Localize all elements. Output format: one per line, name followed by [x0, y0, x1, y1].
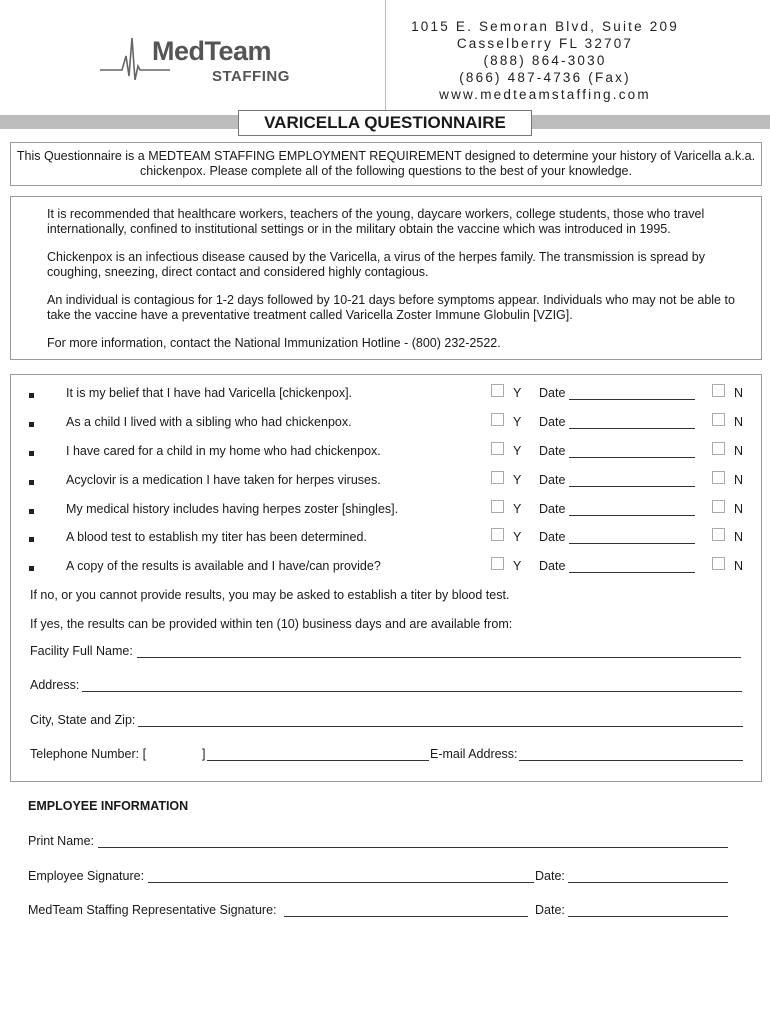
question-text: I have cared for a child in my home who had chickenpox.	[66, 444, 381, 458]
rep-date-field[interactable]	[568, 903, 728, 917]
employee-info-heading: EMPLOYEE INFORMATION	[28, 799, 189, 813]
area-code-field[interactable]	[151, 747, 201, 760]
info-paragraph: An individual is contagious for 1-2 days followed by 10-21 days before symptoms appear. Individuals who may not be able to take the vaccine have a preventative treatment called Varicella Zoster Immune Globulin [VZIG].	[47, 293, 735, 322]
no-checkbox[interactable]	[712, 413, 725, 426]
facility-name-field[interactable]	[137, 644, 741, 658]
date-label: Date	[539, 502, 566, 516]
address-label: Address:	[30, 678, 80, 692]
yes-checkbox[interactable]	[491, 471, 504, 484]
intro-text: This Questionnaire is a MEDTEAM STAFFING EMPLOYMENT REQUIREMENT designed to determine your history of Varicella a.k.a. chickenpox. Please complete all of the following questions to the best of your knowledge.	[16, 149, 756, 178]
no-label: N	[734, 444, 744, 458]
bullet-icon	[29, 537, 34, 542]
question-row	[11, 530, 761, 546]
question-text: A copy of the results is available and I have/can provide?	[66, 559, 381, 573]
print-name-label: Print Name:	[28, 834, 94, 848]
question-row	[11, 415, 761, 431]
medteam-logo	[100, 32, 300, 92]
logo-sub-text: STAFFING	[212, 68, 290, 85]
city-state-zip-label: City, State and Zip:	[30, 713, 136, 727]
yes-checkbox[interactable]	[491, 557, 504, 570]
no-label: N	[734, 530, 744, 544]
no-checkbox[interactable]	[712, 557, 725, 570]
yes-label: Y	[513, 473, 522, 487]
date-field[interactable]	[569, 502, 695, 516]
yes-checkbox[interactable]	[491, 500, 504, 513]
page-title: VARICELLA QUESTIONNAIRE	[238, 110, 532, 136]
yes-checkbox[interactable]	[491, 384, 504, 397]
date-field[interactable]	[569, 530, 695, 544]
employee-date-field[interactable]	[568, 869, 728, 883]
yes-label: Y	[513, 415, 522, 429]
yes-checkbox[interactable]	[491, 442, 504, 455]
date-field[interactable]	[569, 473, 695, 487]
no-label: N	[734, 386, 744, 400]
date-field[interactable]	[569, 444, 695, 458]
date-label: Date	[539, 530, 566, 544]
date-label: Date	[539, 559, 566, 573]
if-no-note: If no, or you cannot provide results, you may be asked to establish a titer by blood test.	[30, 588, 510, 602]
no-checkbox[interactable]	[712, 442, 725, 455]
if-yes-note: If yes, the results can be provided within ten (10) business days and are available from:	[30, 617, 513, 631]
print-name-field[interactable]	[98, 834, 728, 848]
info-paragraph: For more information, contact the National Immunization Hotline - (800) 232-2522.	[47, 336, 501, 350]
question-text: Acyclovir is a medication I have taken for herpes viruses.	[66, 473, 381, 487]
address-line: 1015 E. Semoran Blvd, Suite 209	[411, 19, 679, 34]
info-paragraph: It is recommended that healthcare workers, teachers of the young, daycare workers, college students, those who travel internationally, confined to institutional settings or in the military obtain the vaccine which was introduced in 1995.	[47, 207, 705, 236]
question-row	[11, 444, 761, 460]
employee-signature-label: Employee Signature:	[28, 869, 145, 883]
bullet-icon	[29, 422, 34, 427]
address-website: www.medteamstaffing.com	[439, 87, 651, 102]
question-text: A blood test to establish my titer has been determined.	[66, 530, 367, 544]
yes-label: Y	[513, 559, 522, 573]
no-checkbox[interactable]	[712, 471, 725, 484]
date-field[interactable]	[569, 386, 695, 400]
employee-date-label: Date:	[535, 869, 565, 883]
email-field[interactable]	[519, 747, 743, 761]
email-label: E-mail Address:	[430, 747, 518, 761]
question-row	[11, 473, 761, 489]
bullet-icon	[29, 451, 34, 456]
date-label: Date	[539, 386, 566, 400]
address-fax: (866) 487-4736 (Fax)	[459, 70, 631, 85]
date-label: Date	[539, 415, 566, 429]
question-text: My medical history includes having herpes zoster [shingles].	[66, 502, 399, 516]
question-text: It is my belief that I have had Varicella [chickenpox].	[66, 386, 353, 400]
city-state-zip-field[interactable]	[138, 713, 743, 727]
yes-label: Y	[513, 530, 522, 544]
yes-label: Y	[513, 444, 522, 458]
date-label: Date	[539, 473, 566, 487]
no-checkbox[interactable]	[712, 500, 725, 513]
date-label: Date	[539, 444, 566, 458]
rep-date-label: Date:	[535, 903, 565, 917]
address-line: Casselberry FL 32707	[456, 36, 634, 51]
company-address	[400, 18, 690, 103]
telephone-bracket: ]	[202, 747, 206, 761]
address-phone: (888) 864-3030	[483, 53, 607, 68]
telephone-label: Telephone Number: [	[30, 747, 147, 761]
no-label: N	[734, 473, 744, 487]
yes-checkbox[interactable]	[491, 528, 504, 541]
yes-checkbox[interactable]	[491, 413, 504, 426]
no-label: N	[734, 415, 744, 429]
date-field[interactable]	[569, 559, 695, 573]
telephone-field[interactable]	[207, 747, 429, 761]
info-box	[10, 196, 762, 360]
yes-label: Y	[513, 386, 522, 400]
bullet-icon	[29, 393, 34, 398]
header-divider	[385, 0, 386, 112]
date-field[interactable]	[569, 415, 695, 429]
question-text: As a child I lived with a sibling who had chickenpox.	[66, 415, 352, 429]
yes-label: Y	[513, 502, 522, 516]
facility-name-label: Facility Full Name:	[30, 644, 133, 658]
info-paragraph: Chickenpox is an infectious disease caused by the Varicella, a virus of the herpes family. The transmission is spread by coughing, sneezing, direct contact and considered highly contagious.	[47, 250, 705, 279]
rep-signature-label: MedTeam Staffing Representative Signature:	[28, 903, 277, 917]
logo-main-text: MedTeam	[152, 36, 272, 66]
question-row	[11, 502, 761, 518]
questions-box	[10, 374, 762, 782]
no-checkbox[interactable]	[712, 528, 725, 541]
bullet-icon	[29, 509, 34, 514]
address-field[interactable]	[82, 678, 742, 692]
rep-signature-field[interactable]	[284, 903, 528, 917]
no-checkbox[interactable]	[712, 384, 725, 397]
question-row	[11, 386, 761, 402]
intro-box	[10, 142, 762, 186]
no-label: N	[734, 559, 744, 573]
question-row	[11, 559, 761, 575]
bullet-icon	[29, 566, 34, 571]
employee-signature-field[interactable]	[148, 869, 534, 883]
no-label: N	[734, 502, 744, 516]
bullet-icon	[29, 480, 34, 485]
